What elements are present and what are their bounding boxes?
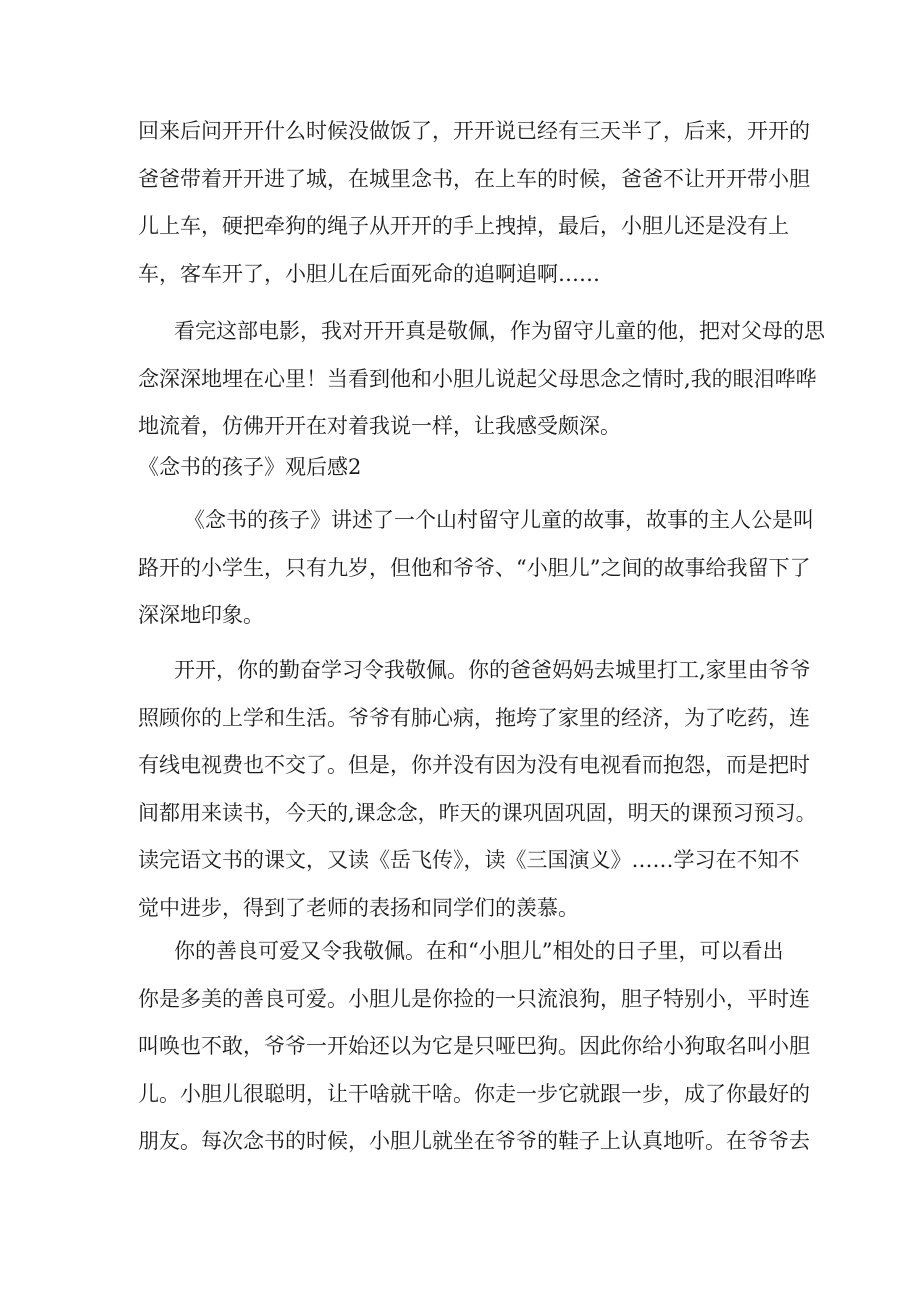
text-line: 读完语文书的课文，又读《岳飞传》，读《三国演义》……学习在不知不 bbox=[138, 848, 800, 872]
text-line: 叫唤也不敢，爷爷一开始还以为它是只哑巴狗。因此你给小狗取名叫小胆 bbox=[138, 1034, 810, 1058]
text-line: 间都用来读书，今天的,课念念，昨天的课巩固巩固，明天的课预习预习。 bbox=[138, 800, 817, 825]
paragraph-5 bbox=[138, 928, 810, 1166]
text-line: 地流着，仿佛开开在对着我说一样，让我感受颇深。 bbox=[138, 414, 621, 438]
text-line: 儿。小胆儿很聪明，让干啥就干啥。你走一步它就跟一步，成了你最好的 bbox=[138, 1081, 810, 1106]
text-line: 看完这部电影，我对开开真是敬佩，作为留守儿童的他，把对父母的思 bbox=[174, 319, 825, 343]
text-line: 你的善良可爱又令我敬佩。在和“小胆儿”相处的日子里，可以看出 bbox=[174, 939, 784, 963]
text-line: 儿上车，硬把牵狗的绳子从开开的手上拽掉，最后，小胆儿还是没有上 bbox=[138, 214, 789, 238]
text-line: 你是多美的善良可爱。小胆儿是你捡的一只流浪狗，胆子特别小，平时连 bbox=[138, 986, 810, 1011]
text-line: 念深深地埋在心里！当看到他和小胆儿说起父母思念之情时,我的眼泪哗哗 bbox=[138, 366, 817, 391]
text-line: 照顾你的上学和生活。爷爷有肺心病，拖垮了家里的经济，为了吃药，连 bbox=[138, 705, 810, 730]
paragraph-3 bbox=[138, 497, 814, 640]
text-line: 《念书的孩子》讲述了一个山村留守儿童的故事，故事的主人公是叫 bbox=[184, 508, 814, 532]
section-heading: 《念书的孩子》观后感2 bbox=[138, 455, 362, 479]
paragraph-2 bbox=[138, 308, 825, 451]
text-line: 有线电视费也不交了。但是，你并没有因为没有电视看而抱怨，而是把时 bbox=[138, 753, 810, 777]
paragraph-4 bbox=[138, 647, 817, 932]
text-line: 朋友。每次念书的时候，小胆儿就坐在爷爷的鞋子上认真地听。在爷爷去 bbox=[138, 1129, 810, 1153]
text-line: 路开的小学生，只有九岁，但他和爷爷、“小胆儿”之间的故事给我留下了 bbox=[138, 555, 811, 580]
paragraph-1 bbox=[138, 108, 810, 298]
text-line: 回来后问开开什么时候没做饭了，开开说已经有三天半了，后来，开开的 bbox=[138, 119, 810, 143]
text-line: 开开，你的勤奋学习令我敬佩。你的爸爸妈妈去城里打工,家里由爷爷 bbox=[174, 658, 811, 682]
text-line: 车，客车开了，小胆儿在后面死命的追啊追啊…… bbox=[138, 261, 600, 286]
text-line: 爸爸带着开开进了城，在城里念书，在上车的时候，爸爸不让开开带小胆 bbox=[138, 166, 810, 191]
text-line: 觉中进步，得到了老师的表扬和同学们的羡慕。 bbox=[138, 895, 579, 920]
text-line: 深深地印象。 bbox=[138, 603, 264, 627]
